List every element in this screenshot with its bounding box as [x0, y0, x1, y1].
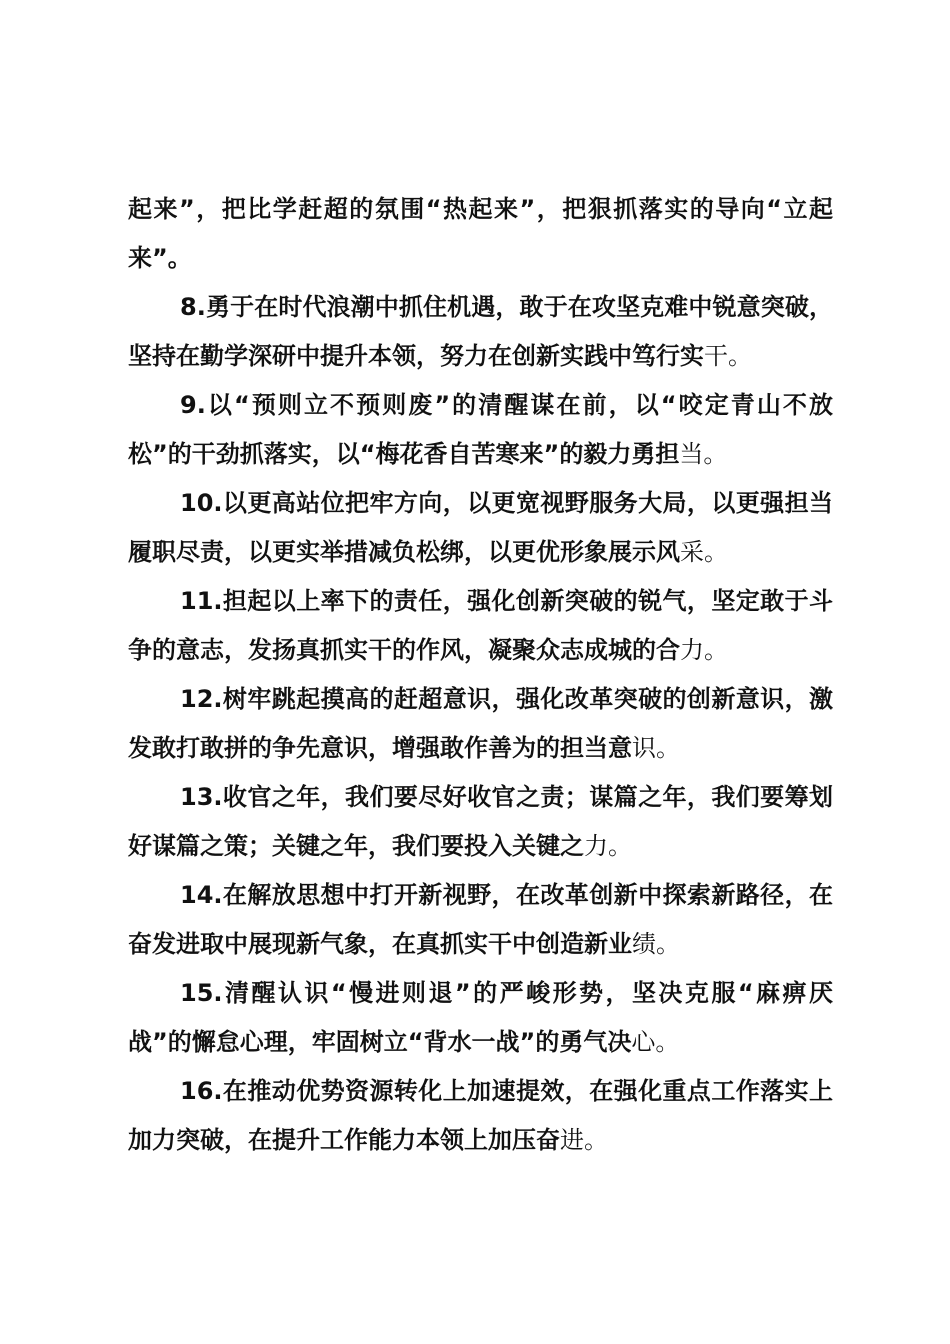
item-number: 9. [180, 391, 206, 419]
item-text-end: 干。 [704, 342, 752, 370]
item-text: 以更高站位把牢方向，以更宽视野服务大局，以更强担当履职尽责，以更实举措减负松绑，以更优形象展示风 [128, 489, 833, 566]
list-item-16 [128, 1067, 833, 1165]
list-item-14 [128, 871, 833, 969]
item-text: 清醒认识“慢进则退”的严峻形势，坚决克服“麻痹厌战”的懈怠心理，牢固树立“背水一战”的勇气决 [128, 979, 833, 1056]
list-item-15 [128, 969, 833, 1067]
list-item-8 [128, 283, 833, 381]
item-text: 在解放思想中打开新视野，在改革创新中探索新路径，在奋发进取中展现新气象，在真抓实干中创造新业 [128, 881, 833, 958]
item-number: 8. [180, 293, 206, 321]
item-number: 12. [180, 685, 223, 713]
list-item-10 [128, 479, 833, 577]
item-number: 15. [180, 979, 223, 1007]
item-text-end: 采。 [680, 538, 728, 566]
item-number: 11. [180, 587, 223, 615]
item-number: 14. [180, 881, 223, 909]
item-number: 16. [180, 1077, 223, 1105]
item-text-end: 进。 [560, 1126, 608, 1154]
list-item-12 [128, 675, 833, 773]
item-text-end: 力。 [680, 636, 728, 664]
item-text: 担起以上率下的责任，强化创新突破的锐气，坚定敢于斗争的意志，发扬真抓实干的作风，凝聚众志成城的合 [128, 587, 833, 664]
document-body [128, 185, 833, 1165]
item-text-end: 当。 [679, 440, 728, 468]
item-text: 收官之年，我们要尽好收官之责；谋篇之年，我们要筹划好谋篇之策；关键之年，我们要投入关键之 [128, 783, 833, 860]
list-item-13 [128, 773, 833, 871]
item-text-end: 绩。 [632, 930, 680, 958]
paragraph-continuation [128, 185, 833, 283]
item-text-end: 力。 [584, 832, 632, 860]
item-text: 勇于在时代浪潮中抓住机遇，敢于在攻坚克难中锐意突破，坚持在勤学深研中提升本领，努力在创新实践中笃行实 [128, 293, 833, 370]
item-number: 10. [180, 489, 223, 517]
list-item-11 [128, 577, 833, 675]
item-number: 13. [180, 783, 223, 811]
item-text: 以“预则立不预则废”的清醒谋在前，以“咬定青山不放松”的干劲抓落实，以“梅花香自苦寒来”的毅力勇担 [128, 391, 833, 468]
item-text: 在推动优势资源转化上加速提效，在强化重点工作落实上加力突破，在提升工作能力本领上加压奋 [128, 1077, 833, 1154]
paragraph-text: 起来”，把比学赶超的氛围“热起来”，把狠抓落实的导向“立起来”。 [128, 195, 833, 272]
item-text-end: 心。 [631, 1028, 680, 1056]
list-item-9 [128, 381, 833, 479]
item-text: 树牢跳起摸高的赶超意识，强化改革突破的创新意识，激发敢打敢拼的争先意识，增强敢作善为的担当意 [128, 685, 833, 762]
item-text-end: 识。 [632, 734, 680, 762]
